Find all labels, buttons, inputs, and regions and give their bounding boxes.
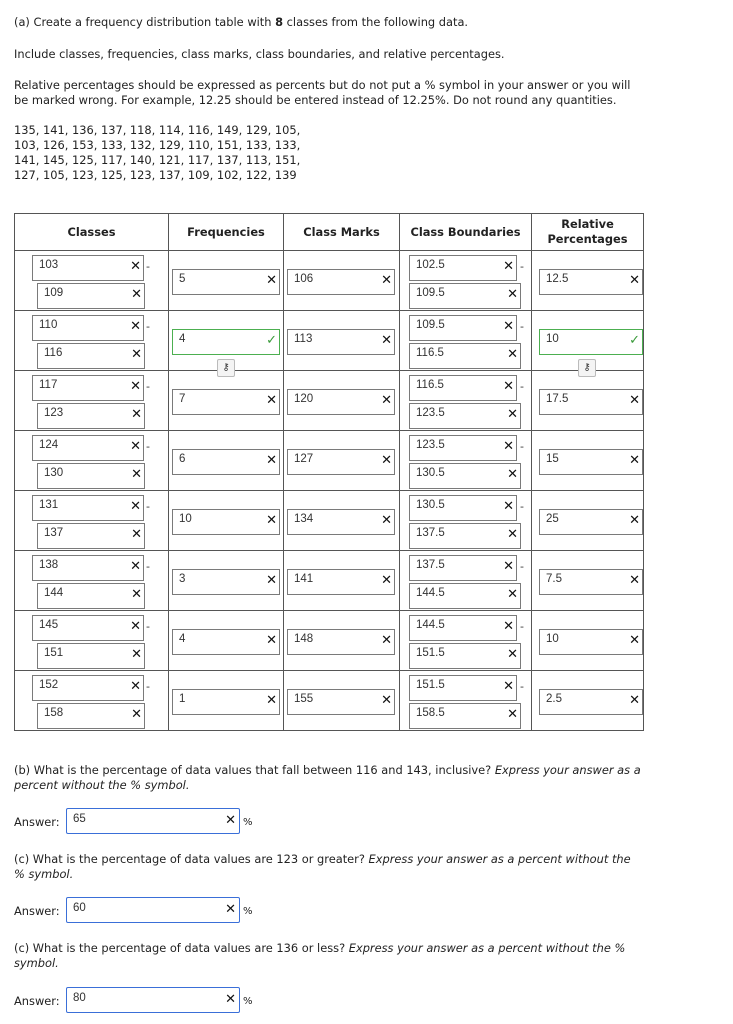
relative-percentage-input[interactable] xyxy=(539,509,643,535)
relative-percentage-cell xyxy=(532,671,644,731)
wrong-icon: ✕ xyxy=(131,347,142,362)
wrong-icon: ✕ xyxy=(225,902,236,917)
input-value: 6 xyxy=(179,453,186,465)
wrong-icon: ✕ xyxy=(266,393,277,408)
input-value: 124 xyxy=(39,439,59,451)
wrong-icon: ✕ xyxy=(381,273,392,288)
input-value: 10 xyxy=(179,513,192,525)
relative-percentage-input[interactable] xyxy=(539,689,643,715)
input-value: 155 xyxy=(294,693,314,705)
wrong-icon: ✕ xyxy=(503,319,514,334)
input-value: 151.5 xyxy=(416,679,445,691)
wrong-icon: ✕ xyxy=(507,347,518,362)
wrong-icon: ✕ xyxy=(503,679,514,694)
table-row xyxy=(15,671,644,731)
input-value: 152 xyxy=(39,679,59,691)
class-lower-input[interactable] xyxy=(32,435,144,461)
range-dash: - xyxy=(520,620,524,633)
part-b-answer-label: Answer: xyxy=(14,815,60,829)
class-lower-input[interactable] xyxy=(32,315,144,341)
table-row xyxy=(15,491,644,551)
range-dash: - xyxy=(146,500,150,513)
input-value: 116 xyxy=(44,347,63,359)
boundaries-cell xyxy=(400,491,532,551)
boundary-upper-input[interactable] xyxy=(409,703,521,729)
relative-percentage-input[interactable] xyxy=(539,569,643,595)
wrong-icon: ✕ xyxy=(130,439,141,454)
frequency-cell xyxy=(169,491,284,551)
wrong-icon: ✕ xyxy=(130,619,141,634)
wrong-icon: ✕ xyxy=(629,633,640,648)
table-row xyxy=(15,251,644,311)
input-value: 130.5 xyxy=(416,467,445,479)
input-value: 145 xyxy=(39,619,59,631)
wrong-icon: ✕ xyxy=(629,273,640,288)
class-upper-input[interactable] xyxy=(37,343,145,369)
input-value: 123.5 xyxy=(416,407,445,419)
wrong-icon: ✕ xyxy=(629,453,640,468)
input-value: 1 xyxy=(179,693,186,705)
range-dash: - xyxy=(520,380,524,393)
class-lower-input[interactable] xyxy=(32,495,144,521)
wrong-icon: ✕ xyxy=(381,693,392,708)
class-mark-cell xyxy=(284,311,400,371)
input-value: 120 xyxy=(294,393,314,405)
frequency-cell xyxy=(169,431,284,491)
frequency-cell xyxy=(169,371,284,431)
input-value: 123 xyxy=(44,407,64,419)
class-upper-input[interactable] xyxy=(37,283,145,309)
range-dash: - xyxy=(520,680,524,693)
class-mark-cell xyxy=(284,371,400,431)
wrong-icon: ✕ xyxy=(131,287,142,302)
class-lower-input[interactable] xyxy=(32,615,144,641)
boundaries-cell xyxy=(400,311,532,371)
frequency-cell xyxy=(169,671,284,731)
input-value: 15 xyxy=(546,453,559,465)
class-upper-input[interactable] xyxy=(37,463,145,489)
relative-percentage-cell xyxy=(532,551,644,611)
boundary-lower-input[interactable] xyxy=(409,615,517,641)
boundary-upper-input[interactable] xyxy=(409,523,521,549)
input-value: 144 xyxy=(44,587,64,599)
classes-cell xyxy=(15,671,169,731)
frequency-input[interactable] xyxy=(172,569,280,595)
input-value: 109.5 xyxy=(416,287,445,299)
class-mark-cell xyxy=(284,431,400,491)
input-value: 7.5 xyxy=(546,573,562,585)
part-c1-answer-label: Answer: xyxy=(14,904,60,918)
relative-percentage-cell xyxy=(532,311,644,371)
boundary-upper-input[interactable] xyxy=(409,643,521,669)
input-value: 151.5 xyxy=(416,647,445,659)
range-dash: - xyxy=(146,320,150,333)
boundary-lower-input[interactable] xyxy=(409,315,517,341)
relative-percentage-cell xyxy=(532,371,644,431)
classes-cell xyxy=(15,311,169,371)
header-classes: Classes xyxy=(15,214,169,251)
header-frequencies: Frequencies xyxy=(169,214,284,251)
input-value: 17.5 xyxy=(546,393,569,405)
input-value: 144.5 xyxy=(416,619,445,631)
wrong-icon: ✕ xyxy=(131,647,142,662)
frequency-cell xyxy=(169,551,284,611)
class-mark-cell xyxy=(284,611,400,671)
part-c1-question xyxy=(14,852,644,882)
wrong-icon: ✕ xyxy=(503,439,514,454)
frequency-table xyxy=(14,213,644,731)
question-text: (c) What is the percentage of data values are 136 or less? xyxy=(14,941,349,955)
intro-text: classes from the following data. xyxy=(283,15,469,29)
input-value: 106 xyxy=(294,273,314,285)
boundary-lower-input[interactable] xyxy=(409,675,517,701)
frequency-input[interactable] xyxy=(172,689,280,715)
relative-percentage-cell xyxy=(532,431,644,491)
wrong-icon: ✕ xyxy=(503,379,514,394)
wrong-icon: ✕ xyxy=(629,693,640,708)
input-value: 151 xyxy=(44,647,64,659)
input-value: 7 xyxy=(179,393,186,405)
wrong-icon: ✕ xyxy=(130,559,141,574)
input-value: 137.5 xyxy=(416,559,445,571)
wrong-icon: ✕ xyxy=(507,467,518,482)
range-dash: - xyxy=(520,320,524,333)
key-icon[interactable]: ⚷ xyxy=(217,359,235,377)
class-upper-input[interactable] xyxy=(37,523,145,549)
relative-percentage-input[interactable] xyxy=(539,269,643,295)
class-mark-input[interactable] xyxy=(287,629,395,655)
wrong-icon: ✕ xyxy=(503,259,514,274)
input-value: 127 xyxy=(294,453,314,465)
range-dash: - xyxy=(146,560,150,573)
class-lower-input[interactable] xyxy=(32,555,144,581)
input-value: 130.5 xyxy=(416,499,445,511)
classes-cell xyxy=(15,251,169,311)
wrong-icon: ✕ xyxy=(130,259,141,274)
range-dash: - xyxy=(146,380,150,393)
class-mark-cell xyxy=(284,251,400,311)
table-row xyxy=(15,611,644,671)
part-c1-unit: % xyxy=(243,906,253,917)
boundary-upper-input[interactable] xyxy=(409,343,521,369)
class-mark-input[interactable] xyxy=(287,509,395,535)
data-line: 103, 126, 153, 133, 132, 129, 110, 151, 133, 133, xyxy=(14,138,301,152)
wrong-icon: ✕ xyxy=(507,407,518,422)
part-c2-answer-label: Answer: xyxy=(14,994,60,1008)
instruction-text: Express your answer as a percent without the % symbol. xyxy=(14,763,641,792)
wrong-icon: ✕ xyxy=(266,453,277,468)
input-value: 148 xyxy=(294,633,314,645)
wrong-icon: ✕ xyxy=(503,499,514,514)
class-mark-cell xyxy=(284,671,400,731)
relative-percentage-input[interactable] xyxy=(539,329,643,355)
wrong-icon: ✕ xyxy=(130,379,141,394)
input-value: 144.5 xyxy=(416,587,445,599)
class-upper-input[interactable] xyxy=(37,703,145,729)
relative-percentage-cell xyxy=(532,491,644,551)
instruction-text: Express your answer as a percent without the % symbol. xyxy=(14,852,631,881)
part-c1-answer-input[interactable] xyxy=(66,897,240,923)
input-value: 137.5 xyxy=(416,527,445,539)
wrong-icon: ✕ xyxy=(131,407,142,422)
wrong-icon: ✕ xyxy=(503,559,514,574)
input-value: 4 xyxy=(179,633,186,645)
check-icon: ✓ xyxy=(266,333,277,348)
intro-line-1 xyxy=(14,15,468,30)
class-mark-input[interactable] xyxy=(287,329,395,355)
boundaries-cell xyxy=(400,371,532,431)
input-value: 10 xyxy=(546,633,559,645)
table-row xyxy=(15,371,644,431)
key-icon[interactable]: ⚷ xyxy=(578,359,596,377)
wrong-icon: ✕ xyxy=(131,527,142,542)
part-c2-answer-input[interactable] xyxy=(66,987,240,1013)
boundary-upper-input[interactable] xyxy=(409,463,521,489)
part-b-answer-input[interactable] xyxy=(66,808,240,834)
frequency-cell xyxy=(169,311,284,371)
wrong-icon: ✕ xyxy=(507,587,518,602)
range-dash: - xyxy=(520,440,524,453)
relative-percentage-cell xyxy=(532,251,644,311)
table-row xyxy=(15,311,644,371)
input-value: 3 xyxy=(179,573,186,585)
wrong-icon: ✕ xyxy=(507,647,518,662)
header-class-boundaries: Class Boundaries xyxy=(400,214,532,251)
boundary-lower-input[interactable] xyxy=(409,255,517,281)
table-row xyxy=(15,551,644,611)
classes-cell xyxy=(15,551,169,611)
relative-percentage-cell xyxy=(532,611,644,671)
class-mark-input[interactable] xyxy=(287,269,395,295)
input-value: 116.5 xyxy=(416,347,444,359)
wrong-icon: ✕ xyxy=(266,513,277,528)
input-value: 12.5 xyxy=(546,273,569,285)
boundary-upper-input[interactable] xyxy=(409,583,521,609)
wrong-icon: ✕ xyxy=(629,393,640,408)
class-count: 8 xyxy=(275,15,284,29)
wrong-icon: ✕ xyxy=(381,393,392,408)
boundaries-cell xyxy=(400,551,532,611)
wrong-icon: ✕ xyxy=(507,287,518,302)
range-dash: - xyxy=(520,500,524,513)
class-lower-input[interactable] xyxy=(32,255,144,281)
class-mark-input[interactable] xyxy=(287,449,395,475)
class-upper-input[interactable] xyxy=(37,643,145,669)
input-value: 134 xyxy=(294,513,314,525)
question-text: (b) What is the percentage of data values that fall between 116 and 143, inclusive? xyxy=(14,763,495,777)
class-lower-input[interactable] xyxy=(32,675,144,701)
classes-cell xyxy=(15,431,169,491)
answer-value: 65 xyxy=(73,813,86,825)
input-value: 113 xyxy=(294,333,313,345)
input-value: 138 xyxy=(39,559,59,571)
input-value: 110 xyxy=(39,319,58,331)
frequency-input[interactable] xyxy=(172,509,280,535)
range-dash: - xyxy=(146,440,150,453)
question-text: (c) What is the percentage of data values are 123 or greater? xyxy=(14,852,369,866)
input-value: 130 xyxy=(44,467,64,479)
instruction-text: Express your answer as a percent without the % symbol. xyxy=(14,941,626,970)
wrong-icon: ✕ xyxy=(629,573,640,588)
wrong-icon: ✕ xyxy=(381,573,392,588)
boundary-lower-input[interactable] xyxy=(409,495,517,521)
intro-text: (a) Create a frequency distribution table with xyxy=(14,15,276,29)
wrong-icon: ✕ xyxy=(381,333,392,348)
relative-percentage-input[interactable] xyxy=(539,449,643,475)
boundaries-cell xyxy=(400,671,532,731)
boundaries-cell xyxy=(400,251,532,311)
part-b-unit: % xyxy=(243,817,253,828)
wrong-icon: ✕ xyxy=(381,453,392,468)
boundary-lower-input[interactable] xyxy=(409,435,517,461)
class-mark-cell xyxy=(284,551,400,611)
input-value: 137 xyxy=(44,527,64,539)
class-upper-input[interactable] xyxy=(37,583,145,609)
classes-cell xyxy=(15,491,169,551)
range-dash: - xyxy=(146,260,150,273)
input-value: 123.5 xyxy=(416,439,445,451)
class-mark-input[interactable] xyxy=(287,689,395,715)
part-c2-unit: % xyxy=(243,996,253,1007)
frequency-input[interactable] xyxy=(172,269,280,295)
class-mark-cell xyxy=(284,491,400,551)
part-b-question xyxy=(14,763,644,793)
input-value: 158 xyxy=(44,707,64,719)
check-icon: ✓ xyxy=(629,333,640,348)
class-upper-input[interactable] xyxy=(37,403,145,429)
input-value: 158.5 xyxy=(416,707,445,719)
answer-value: 60 xyxy=(73,902,86,914)
range-dash: - xyxy=(146,620,150,633)
wrong-icon: ✕ xyxy=(131,707,142,722)
range-dash: - xyxy=(520,560,524,573)
wrong-icon: ✕ xyxy=(225,992,236,1007)
input-value: 117 xyxy=(39,379,58,391)
input-value: 25 xyxy=(546,513,559,525)
range-dash: - xyxy=(520,260,524,273)
frequency-cell xyxy=(169,251,284,311)
wrong-icon: ✕ xyxy=(266,273,277,288)
intro-line-3: Relative percentages should be expressed as percents but do not put a % symbol in your answer or you will be marked wrong. For example, 12.25 should be entered instead of 12.25%. Do not round any quantities. xyxy=(14,78,631,107)
input-value: 109 xyxy=(44,287,64,299)
frequency-input[interactable] xyxy=(172,629,280,655)
header-relative-percentages: Relative Percentages xyxy=(532,214,644,251)
data-line: 141, 145, 125, 117, 140, 121, 117, 137, 113, 151, xyxy=(14,153,301,167)
wrong-icon: ✕ xyxy=(266,573,277,588)
relative-percentage-input[interactable] xyxy=(539,389,643,415)
relative-percentage-input[interactable] xyxy=(539,629,643,655)
wrong-icon: ✕ xyxy=(130,319,141,334)
input-value: 116.5 xyxy=(416,379,444,391)
data-line: 135, 141, 136, 137, 118, 114, 116, 149, 129, 105, xyxy=(14,123,301,137)
wrong-icon: ✕ xyxy=(266,633,277,648)
input-value: 103 xyxy=(39,259,59,271)
frequency-input[interactable] xyxy=(172,389,280,415)
wrong-icon: ✕ xyxy=(266,693,277,708)
input-value: 5 xyxy=(179,273,186,285)
classes-cell xyxy=(15,371,169,431)
table-row xyxy=(15,431,644,491)
header-class-marks: Class Marks xyxy=(284,214,400,251)
input-value: 131 xyxy=(39,499,59,511)
wrong-icon: ✕ xyxy=(131,467,142,482)
input-value: 10 xyxy=(546,333,559,345)
part-c2-question xyxy=(14,941,644,971)
wrong-icon: ✕ xyxy=(130,679,141,694)
range-dash: - xyxy=(146,680,150,693)
wrong-icon: ✕ xyxy=(130,499,141,514)
wrong-icon: ✕ xyxy=(381,513,392,528)
wrong-icon: ✕ xyxy=(629,513,640,528)
wrong-icon: ✕ xyxy=(131,587,142,602)
boundary-upper-input[interactable] xyxy=(409,403,521,429)
frequency-cell xyxy=(169,611,284,671)
wrong-icon: ✕ xyxy=(225,813,236,828)
frequency-input[interactable] xyxy=(172,449,280,475)
table-header-row xyxy=(15,214,644,251)
input-value: 141 xyxy=(294,573,314,585)
wrong-icon: ✕ xyxy=(507,707,518,722)
input-value: 109.5 xyxy=(416,319,445,331)
class-mark-input[interactable] xyxy=(287,389,395,415)
wrong-icon: ✕ xyxy=(503,619,514,634)
input-value: 2.5 xyxy=(546,693,562,705)
input-value: 4 xyxy=(179,333,186,345)
boundary-upper-input[interactable] xyxy=(409,283,521,309)
wrong-icon: ✕ xyxy=(507,527,518,542)
answer-value: 80 xyxy=(73,992,86,1004)
class-lower-input[interactable] xyxy=(32,375,144,401)
classes-cell xyxy=(15,611,169,671)
boundary-lower-input[interactable] xyxy=(409,555,517,581)
input-value: 102.5 xyxy=(416,259,445,271)
frequency-input[interactable] xyxy=(172,329,280,355)
data-line: 127, 105, 123, 125, 123, 137, 109, 102, 122, 139 xyxy=(14,168,297,182)
boundaries-cell xyxy=(400,611,532,671)
boundaries-cell xyxy=(400,431,532,491)
class-mark-input[interactable] xyxy=(287,569,395,595)
wrong-icon: ✕ xyxy=(381,633,392,648)
boundary-lower-input[interactable] xyxy=(409,375,517,401)
intro-line-2: Include classes, frequencies, class marks, class boundaries, and relative percentages. xyxy=(14,47,505,61)
